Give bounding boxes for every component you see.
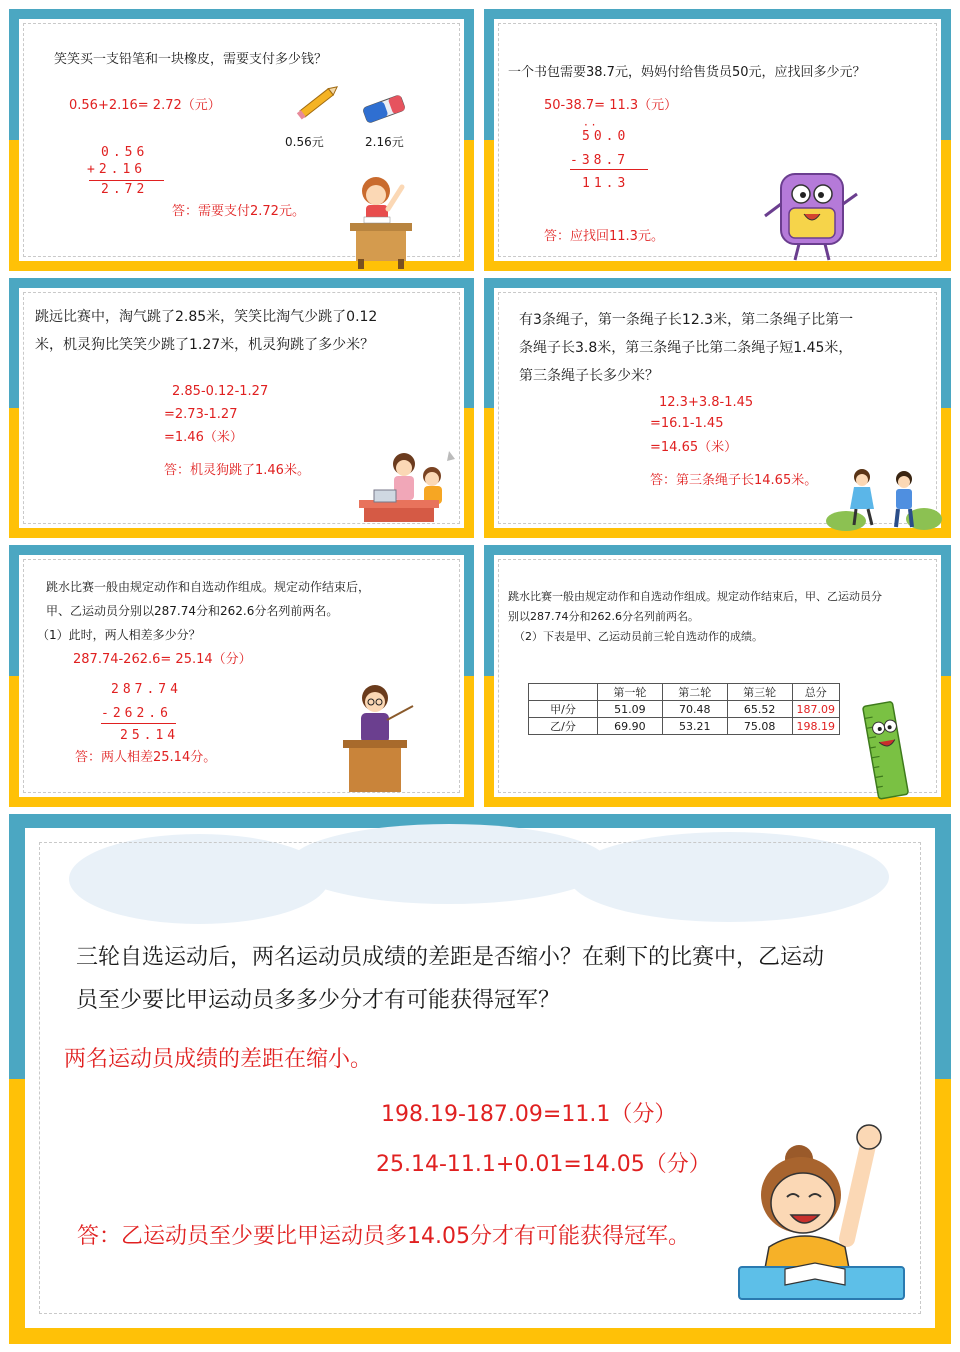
vertical-line-1: 0.56 bbox=[101, 145, 149, 160]
slide-5 bbox=[9, 545, 474, 807]
question-line-1: 有3条绳子，第一条绳子长12.3米，第二条绳子比第一 bbox=[519, 312, 854, 328]
slide-7 bbox=[9, 814, 951, 1344]
borrow-dots: · · bbox=[584, 118, 596, 132]
question-line-2: 条绳子长3.8米，第三条绳子比第二条绳子短1.45米， bbox=[519, 340, 853, 356]
question-line-2: 员至少要比甲运动员多多少分才有可能获得冠军？ bbox=[76, 988, 561, 1013]
question-line-2: 别以287.74分和262.6分名列前两名。 bbox=[508, 610, 699, 623]
result-statement: 两名运动员成绩的差距在缩小。 bbox=[64, 1047, 373, 1072]
table-cell: 51.09 bbox=[598, 701, 663, 718]
question-line-1: 跳水比赛一般由规定动作和自选动作组成。规定动作结束后， bbox=[46, 580, 371, 594]
slide-3 bbox=[9, 278, 474, 538]
question-line-3: 第三条绳子长多少米？ bbox=[519, 368, 659, 384]
table-cell-total: 187.09 bbox=[792, 701, 840, 718]
table-cell: 第三轮 bbox=[727, 684, 792, 701]
teacher-illustration bbox=[339, 680, 429, 795]
mother-child-illustration bbox=[354, 446, 464, 524]
question-text: 一个书包需要38.7元，妈妈付给售货员50元，应找回多少元？ bbox=[508, 65, 866, 80]
table-cell: 69.90 bbox=[598, 718, 663, 735]
table-cell-total: 198.19 bbox=[792, 718, 840, 735]
pencil-price: 0.56元 bbox=[285, 135, 324, 149]
table-cell: 总分 bbox=[792, 684, 840, 701]
table-cell: 甲/分 bbox=[529, 701, 598, 718]
vertical-line-1: 50.0 bbox=[582, 129, 630, 144]
answer-text: 答：应找回11.3元。 bbox=[544, 229, 664, 244]
equation-step-3: =1.46（米） bbox=[164, 430, 243, 445]
answer-text: 答：两人相差25.14分。 bbox=[75, 750, 217, 765]
question-line-2: 甲、乙运动员分别以287.74分和262.6分名列前两名。 bbox=[46, 604, 339, 618]
vertical-line-2: +2.16 bbox=[87, 162, 147, 177]
equation: 0.56+2.16= 2.72（元） bbox=[69, 98, 221, 113]
answer-text: 答：机灵狗跳了1.46米。 bbox=[164, 463, 310, 478]
table-cell: 53.21 bbox=[662, 718, 727, 735]
girl-at-desk-illustration bbox=[344, 169, 419, 269]
vertical-line-2: -262.6 bbox=[101, 706, 172, 721]
table-row bbox=[529, 718, 840, 735]
table-cell: 乙/分 bbox=[529, 718, 598, 735]
question-line-3: （2）下表是甲、乙运动员前三轮自选动作的成绩。 bbox=[514, 630, 763, 643]
question-line-3: （1）此时，两人相差多少分？ bbox=[37, 628, 201, 642]
backpack-character-illustration bbox=[759, 164, 864, 264]
question-line-1: 三轮自选运动后，两名运动员成绩的差距是否缩小？在剩下的比赛中，乙运动 bbox=[76, 945, 825, 970]
equation-step-1: 12.3+3.8-1.45 bbox=[659, 395, 754, 410]
equation-step-2: =16.1-1.45 bbox=[650, 416, 724, 431]
question-line-1: 跳水比赛一般由规定动作和自选动作组成。规定动作结束后，甲、乙运动员分 bbox=[508, 590, 882, 603]
table-cell: 第一轮 bbox=[598, 684, 663, 701]
equation-step-2: =2.73-1.27 bbox=[164, 407, 238, 422]
table-header-row bbox=[529, 684, 840, 701]
vertical-result: 25.14 bbox=[120, 728, 180, 743]
equation-step-2: 25.14-11.1+0.01=14.05（分） bbox=[376, 1152, 711, 1177]
equation-step-1: 2.85-0.12-1.27 bbox=[172, 384, 269, 399]
table-row bbox=[529, 701, 840, 718]
table-cell: 65.52 bbox=[727, 701, 792, 718]
slide-1 bbox=[9, 9, 474, 271]
equation-step-3: =14.65（米） bbox=[650, 440, 738, 455]
answer-text: 答：第三条绳子长14.65米。 bbox=[650, 473, 818, 488]
pencil-icon bbox=[294, 81, 344, 121]
vertical-rule bbox=[570, 169, 648, 170]
table-cell: 70.48 bbox=[662, 701, 727, 718]
score-table bbox=[528, 683, 840, 735]
question-text: 笑笑买一支铅笔和一块橡皮，需要支付多少钱？ bbox=[54, 52, 328, 67]
vertical-line-2: -38.7 bbox=[570, 153, 630, 168]
eraser-icon bbox=[359, 93, 409, 125]
slide-2 bbox=[484, 9, 951, 271]
children-illustration bbox=[824, 463, 942, 533]
answer-text: 答：需要支付2.72元。 bbox=[172, 204, 305, 219]
vertical-rule bbox=[101, 723, 176, 724]
table-cell: 75.08 bbox=[727, 718, 792, 735]
vertical-result: 11.3 bbox=[582, 176, 630, 191]
ruler-character-illustration bbox=[852, 695, 922, 800]
student-raising-hand-illustration bbox=[729, 1119, 914, 1307]
table-cell: 第二轮 bbox=[662, 684, 727, 701]
vertical-result: 2.72 bbox=[101, 182, 149, 197]
answer-text: 答：乙运动员至少要比甲运动员多14.05分才有可能获得冠军。 bbox=[77, 1224, 690, 1249]
equation: 287.74-262.6= 25.14（分） bbox=[73, 652, 252, 667]
question-line-1: 跳远比赛中，淘气跳了2.85米，笑笑比淘气少跳了0.12 bbox=[35, 309, 378, 325]
slide-4 bbox=[484, 278, 951, 538]
equation-step-1: 198.19-187.09=11.1（分） bbox=[381, 1102, 677, 1127]
slide-6 bbox=[484, 545, 951, 807]
table-cell bbox=[529, 684, 598, 701]
eraser-price: 2.16元 bbox=[365, 135, 404, 149]
question-line-2: 米，机灵狗比笑笑少跳了1.27米，机灵狗跳了多少米？ bbox=[35, 337, 375, 353]
equation: 50-38.7= 11.3（元） bbox=[544, 98, 678, 113]
vertical-line-1: 287.74 bbox=[111, 682, 182, 697]
